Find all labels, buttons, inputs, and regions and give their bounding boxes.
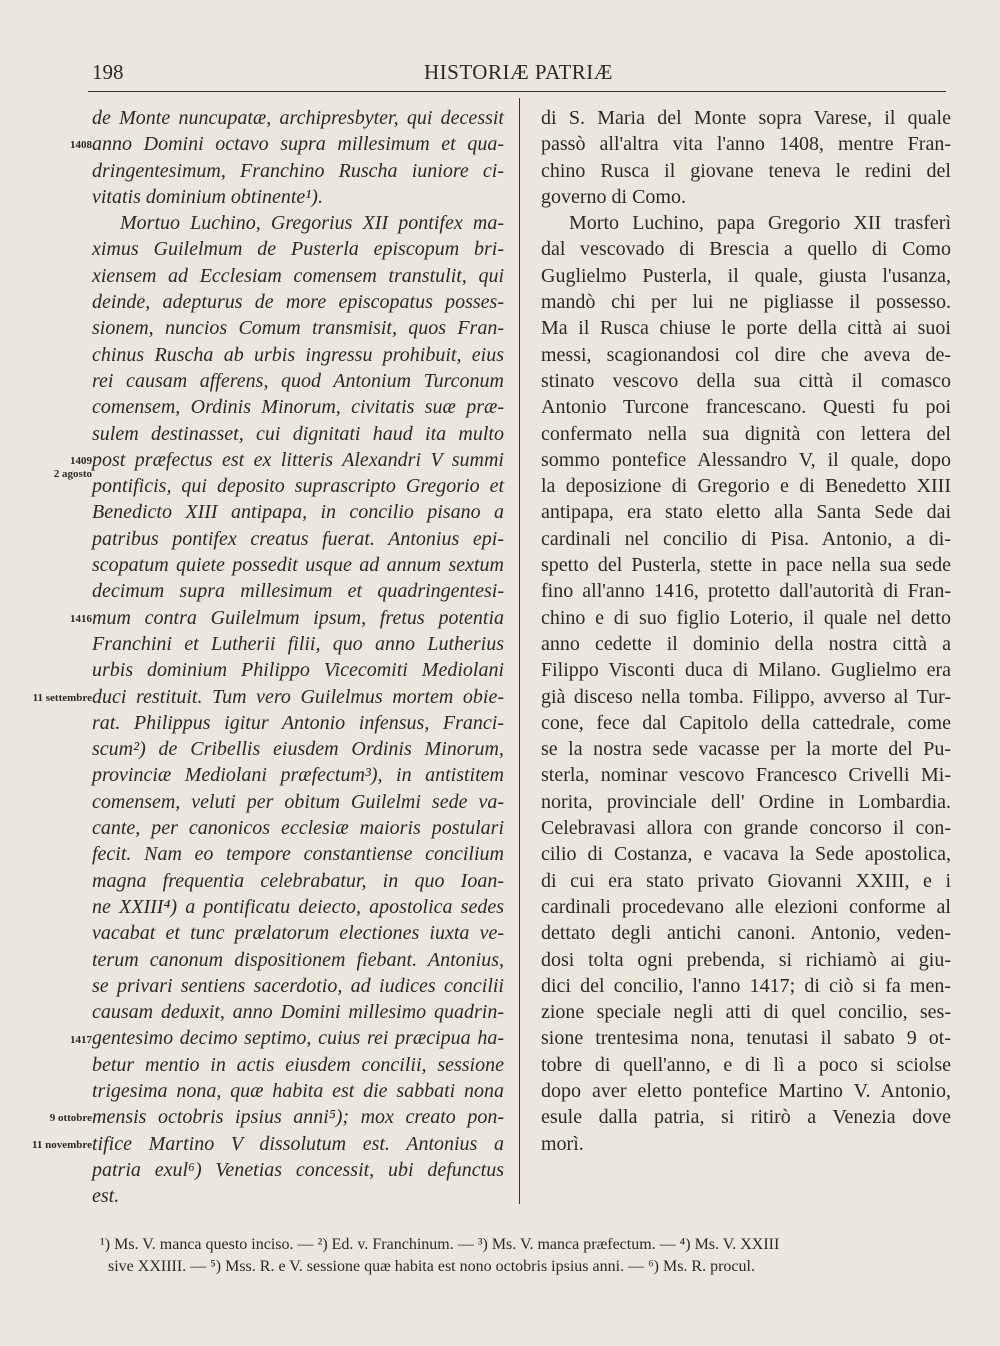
italian-text-line: anno cedette il dominio della nostra città a [541,632,951,655]
footnote-line: sive XXIIII. — ⁵) Mss. R. e V. sessione quæ habita est nono octobris ipsius anni. — ⁶) Ms. R. procul. [108,1258,755,1275]
margin-date-note: 2 agosto [53,468,92,481]
italian-text-line: esule dalla patria, si ritirò a Venezia dove [541,1106,951,1129]
latin-text-line: rei causam afferens, quod Antonium Turconum [92,369,504,392]
italian-text-line: Guglielmo Pusterla, il quale, giusta l'usanza, [541,264,951,287]
italian-text-line: sommo pontefice Alessandro V, il quale, dopo [541,448,951,471]
latin-text-line: mensis octobris ipsius anni⁵); mox creato pon- [92,1106,504,1129]
italian-text-line: morì. [541,1132,584,1155]
latin-text-line: vacabat et tunc prælatorum electiones iuxta ve- [92,922,504,945]
margin-date-note: 1409 [70,454,92,467]
latin-text-line: magna frequentia celebrabatur, in quo Ioan- [92,869,504,892]
latin-text-line: Mortuo Luchino, Gregorius XII pontifex ma- [120,212,504,235]
latin-text-line: ne XXIII⁴) a pontificatu deiecto, apostolica sedes [92,895,504,918]
latin-text-line: scum²) de Cribellis eiusdem Ordinis Minorum, [92,738,504,761]
italian-text-line: cardinali procedevano alle elezioni conforme al [541,895,951,918]
italian-text-line: di S. Maria del Monte sopra Varese, il quale [541,107,951,129]
latin-text-line: se privari sentiens sacerdotio, ad iudices concilii [92,974,504,997]
latin-text-line: sulem destinasset, cui dignitati haud ita multo [92,422,504,445]
latin-text-line: patria exul⁶) Venetias concessit, ubi defunctus [92,1158,504,1181]
latin-text-line: duci restituit. Tum vero Guilelmus mortem obie- [92,685,504,708]
latin-text-line: xiensem ad Ecclesiam comensem transtulit, qui [92,264,504,287]
italian-text-line: Antonio Turcone francescano. Questi fu poi [541,396,951,419]
latin-text-line: cante, per canonicos ecclesiæ maioris postulari [92,817,504,840]
latin-text-line: terum canonum dispositionem fiebant. Antonius, [92,948,504,971]
italian-text-line: sterla, nominar vescovo Francesco Crivelli Mi- [541,764,951,787]
margin-date-note: 9 ottobre [49,1112,92,1125]
latin-text-column [92,105,504,1209]
latin-text-line: mum contra Guilelmum ipsum, fretus potentia [92,606,504,629]
latin-text-line: de Monte nuncupatæ, archipresbyter, qui decessit [92,107,504,129]
latin-text-line: vitatis dominium obtinente¹). [92,185,323,208]
italian-text-line: passò all'altra vita l'anno 1408, mentre Fran- [541,133,951,156]
latin-text-line: comensem, veluti per obitum Guilelmi sede va- [92,790,504,813]
latin-text-line: deinde, adepturus de more episcopatus posses- [92,291,504,314]
italian-text-line: cilio di Costanza, e vacava la Sede apostolica, [541,843,951,866]
column-divider [519,98,520,1204]
latin-text-line: Franchini et Lutherii filii, quo anno Lutherius [92,632,504,655]
italian-text-line: norita, provinciale dell' Ordine in Lombardia. [541,790,951,813]
latin-text-line: chinus Ruscha ab urbis ingressu prohibuit, eius [92,343,504,366]
italian-text-line: cardinali nel concilio di Pisa. Antonio, a di- [541,527,951,550]
latin-text-line: provinciæ Mediolani præfectum³), in antistitem [92,764,504,787]
footnote-line: ¹) Ms. V. manca questo inciso. — ²) Ed. v. Franchinum. — ³) Ms. V. manca præfectum. — ⁴) Ms. V. XXIII [100,1236,780,1253]
italian-text-line: dal vescovado di Brescia a quello di Como [541,238,951,261]
latin-text-line: tifice Martino V dissolutum est. Antonius a [92,1132,504,1155]
latin-text-line: scopatum quiete possedit usque ad annum sextum [92,554,504,577]
latin-text-line: comensem, Ordinis Minorum, civitatis suæ præ- [92,396,504,419]
italian-text-line: governo di Como. [541,185,686,208]
italian-text-line: dopo aver eletto pontefice Martino V. Antonio, [541,1079,951,1102]
italian-text-line: stinato vescovo della sua città il comasco [541,369,951,392]
italian-text-line: chino e di suo figlio Loterio, il quale nel detto [541,606,951,629]
latin-text-line: patribus pontifex creatus fuerat. Antonius epi- [92,527,504,550]
italian-text-line: già disceso nella tomba. Filippo, avverso al Tur- [541,685,951,708]
italian-text-line: chino Rusca il giovane teneva le redini del [541,159,951,182]
italian-text-column [541,105,951,1157]
italian-text-line: Morto Luchino, papa Gregorio XII trasferì [569,212,951,235]
latin-text-line: anno Domini octavo supra millesimum et qua- [92,133,504,156]
margin-date-note: 11 novembre [32,1138,92,1151]
margin-date-note: 11 settembre [32,691,92,704]
italian-text-line: fino all'anno 1416, protetto dall'autorità di Fran- [541,580,951,603]
margin-date-note: 1416 [70,612,92,625]
latin-text-line: post præfectus est ex litteris Alexandri V summi [92,448,504,471]
italian-text-line: dettato degli antichi canoni. Antonio, veden- [541,922,951,945]
latin-text-line: fecit. Nam eo tempore constantiense concilium [92,843,504,866]
italian-text-line: cone, fece dal Capitolo della cattedrale, come [541,711,951,734]
italian-text-line: Filippo Visconti duca di Milano. Guglielmo era [541,659,951,682]
latin-text-line: rat. Philippus igitur Antonio infensus, Franci- [92,711,504,734]
italian-text-line: Celebravasi allora con grande concorso il con- [541,817,951,840]
running-title: HISTORIÆ PATRIÆ [424,60,613,84]
italian-text-line: la deposizione di Gregorio e di Benedetto XIII [541,475,951,498]
italian-text-line: sione trentesima nona, tenutasi il sabato 9 ot- [541,1027,951,1050]
footnotes [100,1234,960,1278]
latin-text-line: ximus Guilelmum de Pusterla episcopum bri- [92,238,504,261]
margin-date-note: 1408 [70,139,92,152]
italian-text-line: confermato nella sua dignità con lettera del [541,422,951,445]
latin-text-line: causam deduxit, anno Domini millesimo quadrin- [92,1001,504,1024]
latin-text-line: est. [92,1185,120,1208]
page-number: 198 [92,60,124,84]
italian-text-line: dosi tolta ogni prebenda, si richiamò ai giu- [541,948,951,971]
italian-text-line: antipapa, era stato eletto alla Santa Sede dai [541,501,951,524]
italian-text-line: se la nostra sede vacasse per la morte del Pu- [541,738,951,761]
latin-text-line: dringentesimum, Franchino Ruscha iuniore ci- [92,159,504,182]
page-header [90,60,948,90]
latin-text-line: decimum supra millesimum et quadringentesi- [92,580,504,603]
latin-text-line: betur mentio in actis eiusdem concilii, sessione [92,1053,504,1076]
italian-text-line: spetto del Pusterla, stette in pace nella sua sede [541,554,951,577]
latin-text-line: Benedicto XIII antipapa, in concilio pisano a [92,501,504,524]
latin-text-line: trigesima nona, quæ habita est die sabbati nona [92,1079,504,1102]
italian-text-line: Ma il Rusca chiuse le porte della città ai suoi [541,317,951,340]
latin-text-line: pontificis, qui deposito suprascripto Gregorio et [92,475,504,498]
italian-text-line: messi, scagionandosi col dire che aveva de- [541,343,951,366]
italian-text-line: zione speciale negli atti di quel concilio, ses- [541,1001,951,1024]
italian-text-line: di cui era stato privato Giovanni XXIII, e i [541,869,951,892]
latin-text-line: urbis dominium Philippo Vicecomiti Mediolani [92,659,504,682]
latin-text-line: sionem, nuncios Comum transmisit, quos Fran- [92,317,504,340]
latin-text-line: gentesimo decimo septimo, cuius rei præcipua ha- [92,1027,504,1050]
italian-text-line: mandò chi per lui ne pigliasse il possesso. [541,291,951,314]
italian-text-line: tobre di quell'anno, e di lì a poco si sciolse [541,1053,951,1076]
margin-date-note: 1417 [70,1033,92,1046]
italian-text-line: dici del concilio, l'anno 1417; di ciò si fa men- [541,974,951,997]
header-rule [88,91,946,92]
